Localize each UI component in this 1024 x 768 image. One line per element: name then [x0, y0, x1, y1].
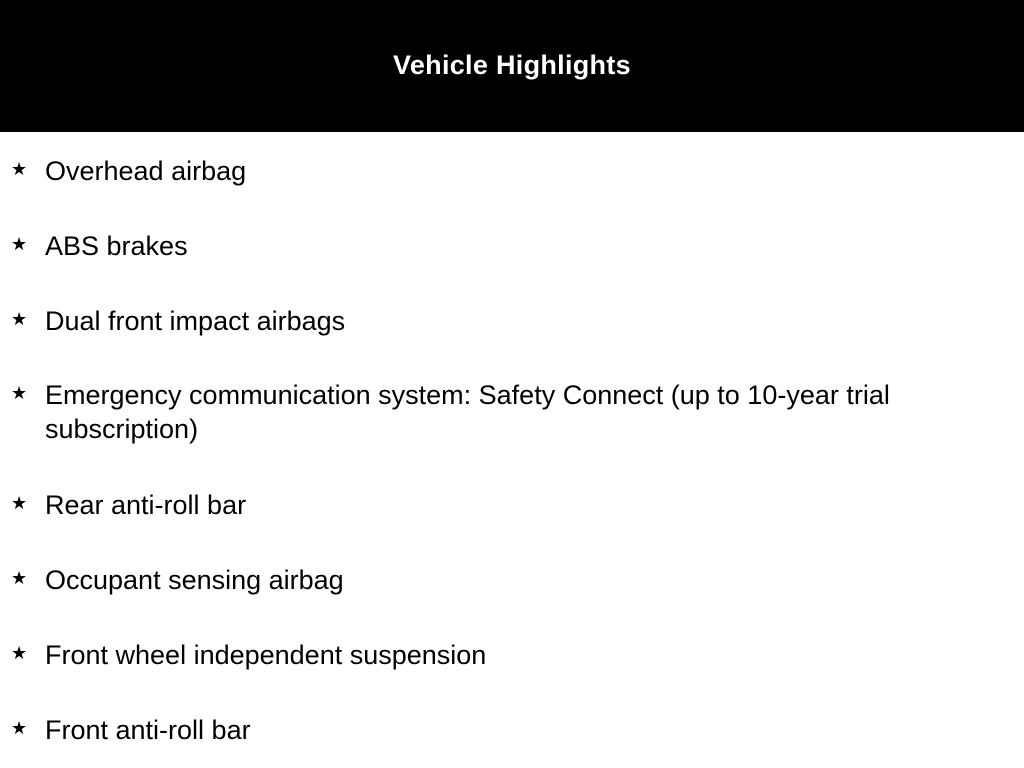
star-icon: ★ — [11, 309, 28, 330]
star-icon: ★ — [11, 718, 28, 739]
list-item-label: Emergency communication system: Safety Connect (up to 10-year trial subscription) — [45, 380, 890, 444]
list-item-label: Overhead airbag — [45, 156, 247, 186]
star-icon: ★ — [11, 568, 28, 589]
star-icon: ★ — [11, 643, 28, 664]
header-bar — [0, 0, 1024, 132]
list-item-label: Front wheel independent suspension — [45, 640, 487, 670]
page-title: Vehicle Highlights — [393, 50, 631, 80]
star-icon: ★ — [11, 493, 28, 514]
star-icon: ★ — [11, 383, 28, 404]
list-item-label: Rear anti-roll bar — [45, 490, 247, 520]
list-item-label: Occupant sensing airbag — [45, 565, 344, 595]
star-icon: ★ — [11, 234, 28, 255]
star-icon: ★ — [11, 159, 28, 180]
list-item-label: Front anti-roll bar — [45, 715, 251, 745]
list-item-label: ABS brakes — [45, 231, 188, 261]
list-item-label: Dual front impact airbags — [45, 306, 346, 336]
